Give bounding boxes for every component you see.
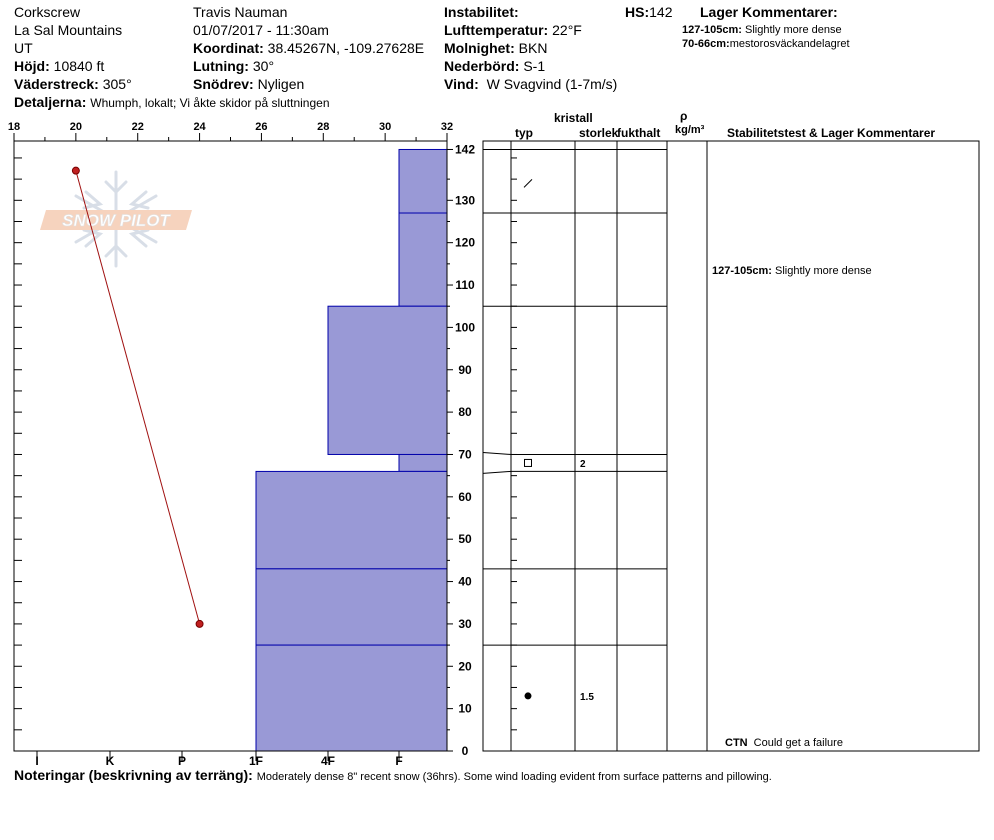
right-chart-frame [483,141,979,751]
layer-comment-text: Slightly more dense [745,24,842,36]
stability-test [725,737,843,750]
air-temp-label: Lufttemperatur: [444,22,549,38]
hardness-layer [256,471,447,568]
location: Corkscrew [14,4,81,20]
depth-tick-label: 110 [455,278,475,293]
notes-text: Moderately dense 8" recent snow (36hrs). Some wind loading evident from surface patterns and pillowing. [256,771,772,783]
elevation-value: 10840 ft [53,58,105,74]
hardness-tick-label: F [395,754,403,768]
rounded-grain-icon [525,692,532,699]
depth-tick-label: 80 [458,405,472,420]
moisture-header: fukthalt [617,126,661,140]
grain-size-label: 1.5 [580,691,594,703]
depth-tick-label: 40 [458,574,472,589]
details-label: Detaljerna: [14,94,87,110]
coordinates-label: Koordinat: [193,40,264,56]
depth-tick-label: 50 [458,532,472,547]
hs-label: HS: [625,4,650,20]
temp-tick-label: 22 [131,121,144,133]
depth-tick-label: 130 [454,193,476,208]
aspect-label: Väderstreck: [14,76,99,92]
stability-test-text: Could get a failure [753,737,843,749]
sky-label: Molnighet: [444,40,515,56]
stability-header: Stabilitetstest & Lager Kommentarer [727,126,936,140]
mountain-range: La Sal Mountains [14,22,123,38]
depth-tick-label: 100 [454,320,476,335]
temperature-point [196,620,203,627]
watermark-text: SNOW PILOT [62,211,170,230]
snowdrift-label: Snödrev: [193,76,254,92]
hardness-layer [399,454,447,471]
stability-test-code: CTN [725,737,748,749]
slope-label: Lutning: [193,58,249,74]
hardness-tick-label: 1F [248,754,264,768]
temp-tick-label: 26 [255,121,268,133]
layer-comment-range: 127-105cm: [682,24,742,36]
decomposing-grain-icon [524,179,532,187]
depth-tick-label: 30 [458,616,472,631]
crystal-group-header: kristall [554,111,593,125]
hardness-tick-label: I [35,754,39,768]
depth-tick-label: 142 [454,142,476,157]
wind-label: Vind: [444,76,479,92]
hardness-tick-label: 4F [320,754,336,768]
temp-tick-label: 18 [7,121,21,133]
details-value: Whumph, lokalt; Vi åkte skidor på sluttningen [90,96,330,110]
air-temp-value: 22°F [552,22,582,38]
snowdrift-value: Nyligen [257,76,305,92]
temp-tick-label: 32 [440,121,454,133]
temperature-point [72,167,79,174]
slope-value: 30° [252,58,275,74]
aspect-value: 305° [102,76,132,92]
elevation-label: Höjd: [14,58,50,74]
depth-tick-label: 60 [458,489,472,504]
depth-tick-label: 90 [458,362,472,377]
density-unit-header: kg/m³ [675,124,705,136]
layer-annotation-text: Slightly more dense [775,265,872,277]
hs-value: 142 [649,4,673,20]
size-header: storlek [579,126,619,140]
temp-tick-label: 28 [317,121,330,133]
hardness-tick-label: P [177,754,187,768]
hardness-layer [399,149,447,213]
datetime: 01/07/2017 - 11:30am [193,22,329,38]
observer: Travis Nauman [193,4,288,20]
precip-label: Nederbörd: [444,58,520,74]
depth-tick-label: 0 [461,744,469,758]
layer-comment-text: mestorosväckandelagret [729,38,850,50]
rho-header: ρ [680,109,688,123]
temp-tick-label: 30 [379,121,392,133]
instability-label: Instabilitet: [444,4,519,20]
wind-value: W Svagvind (1-7m/s) [486,76,618,92]
temp-tick-label: 20 [69,121,82,133]
depth-tick-label: 120 [454,235,476,250]
precip-value: S-1 [523,58,546,74]
type-header: typ [515,126,533,140]
depth-tick-label: 70 [458,447,472,462]
hardness-tick-label: K [105,754,115,768]
notes-row [14,767,772,784]
hardness-layer [256,569,447,645]
layer-comments-label: Lager Kommentarer: [700,4,838,20]
grain-size-label: 2 [580,458,586,470]
sky-value: BKN [518,40,548,56]
layer-comment-range: 70-66cm: [682,38,730,50]
hardness-layer [256,645,447,751]
coordinates-value: 38.45267N, -109.27628E [267,40,425,56]
depth-tick-label: 20 [458,659,472,674]
faceted-grain-icon [525,459,532,466]
temp-tick-label: 24 [193,121,206,133]
right-chart [483,141,979,751]
state: UT [14,40,33,56]
hardness-layer [328,306,447,454]
notes-label: Noteringar (beskrivning av terräng): [14,767,253,783]
layer-annotation [712,265,872,278]
snowpilot-watermark [40,172,192,266]
depth-tick-label: 10 [458,701,472,716]
layer-annotation-range: 127-105cm: [712,265,772,277]
hardness-layer [399,213,447,306]
